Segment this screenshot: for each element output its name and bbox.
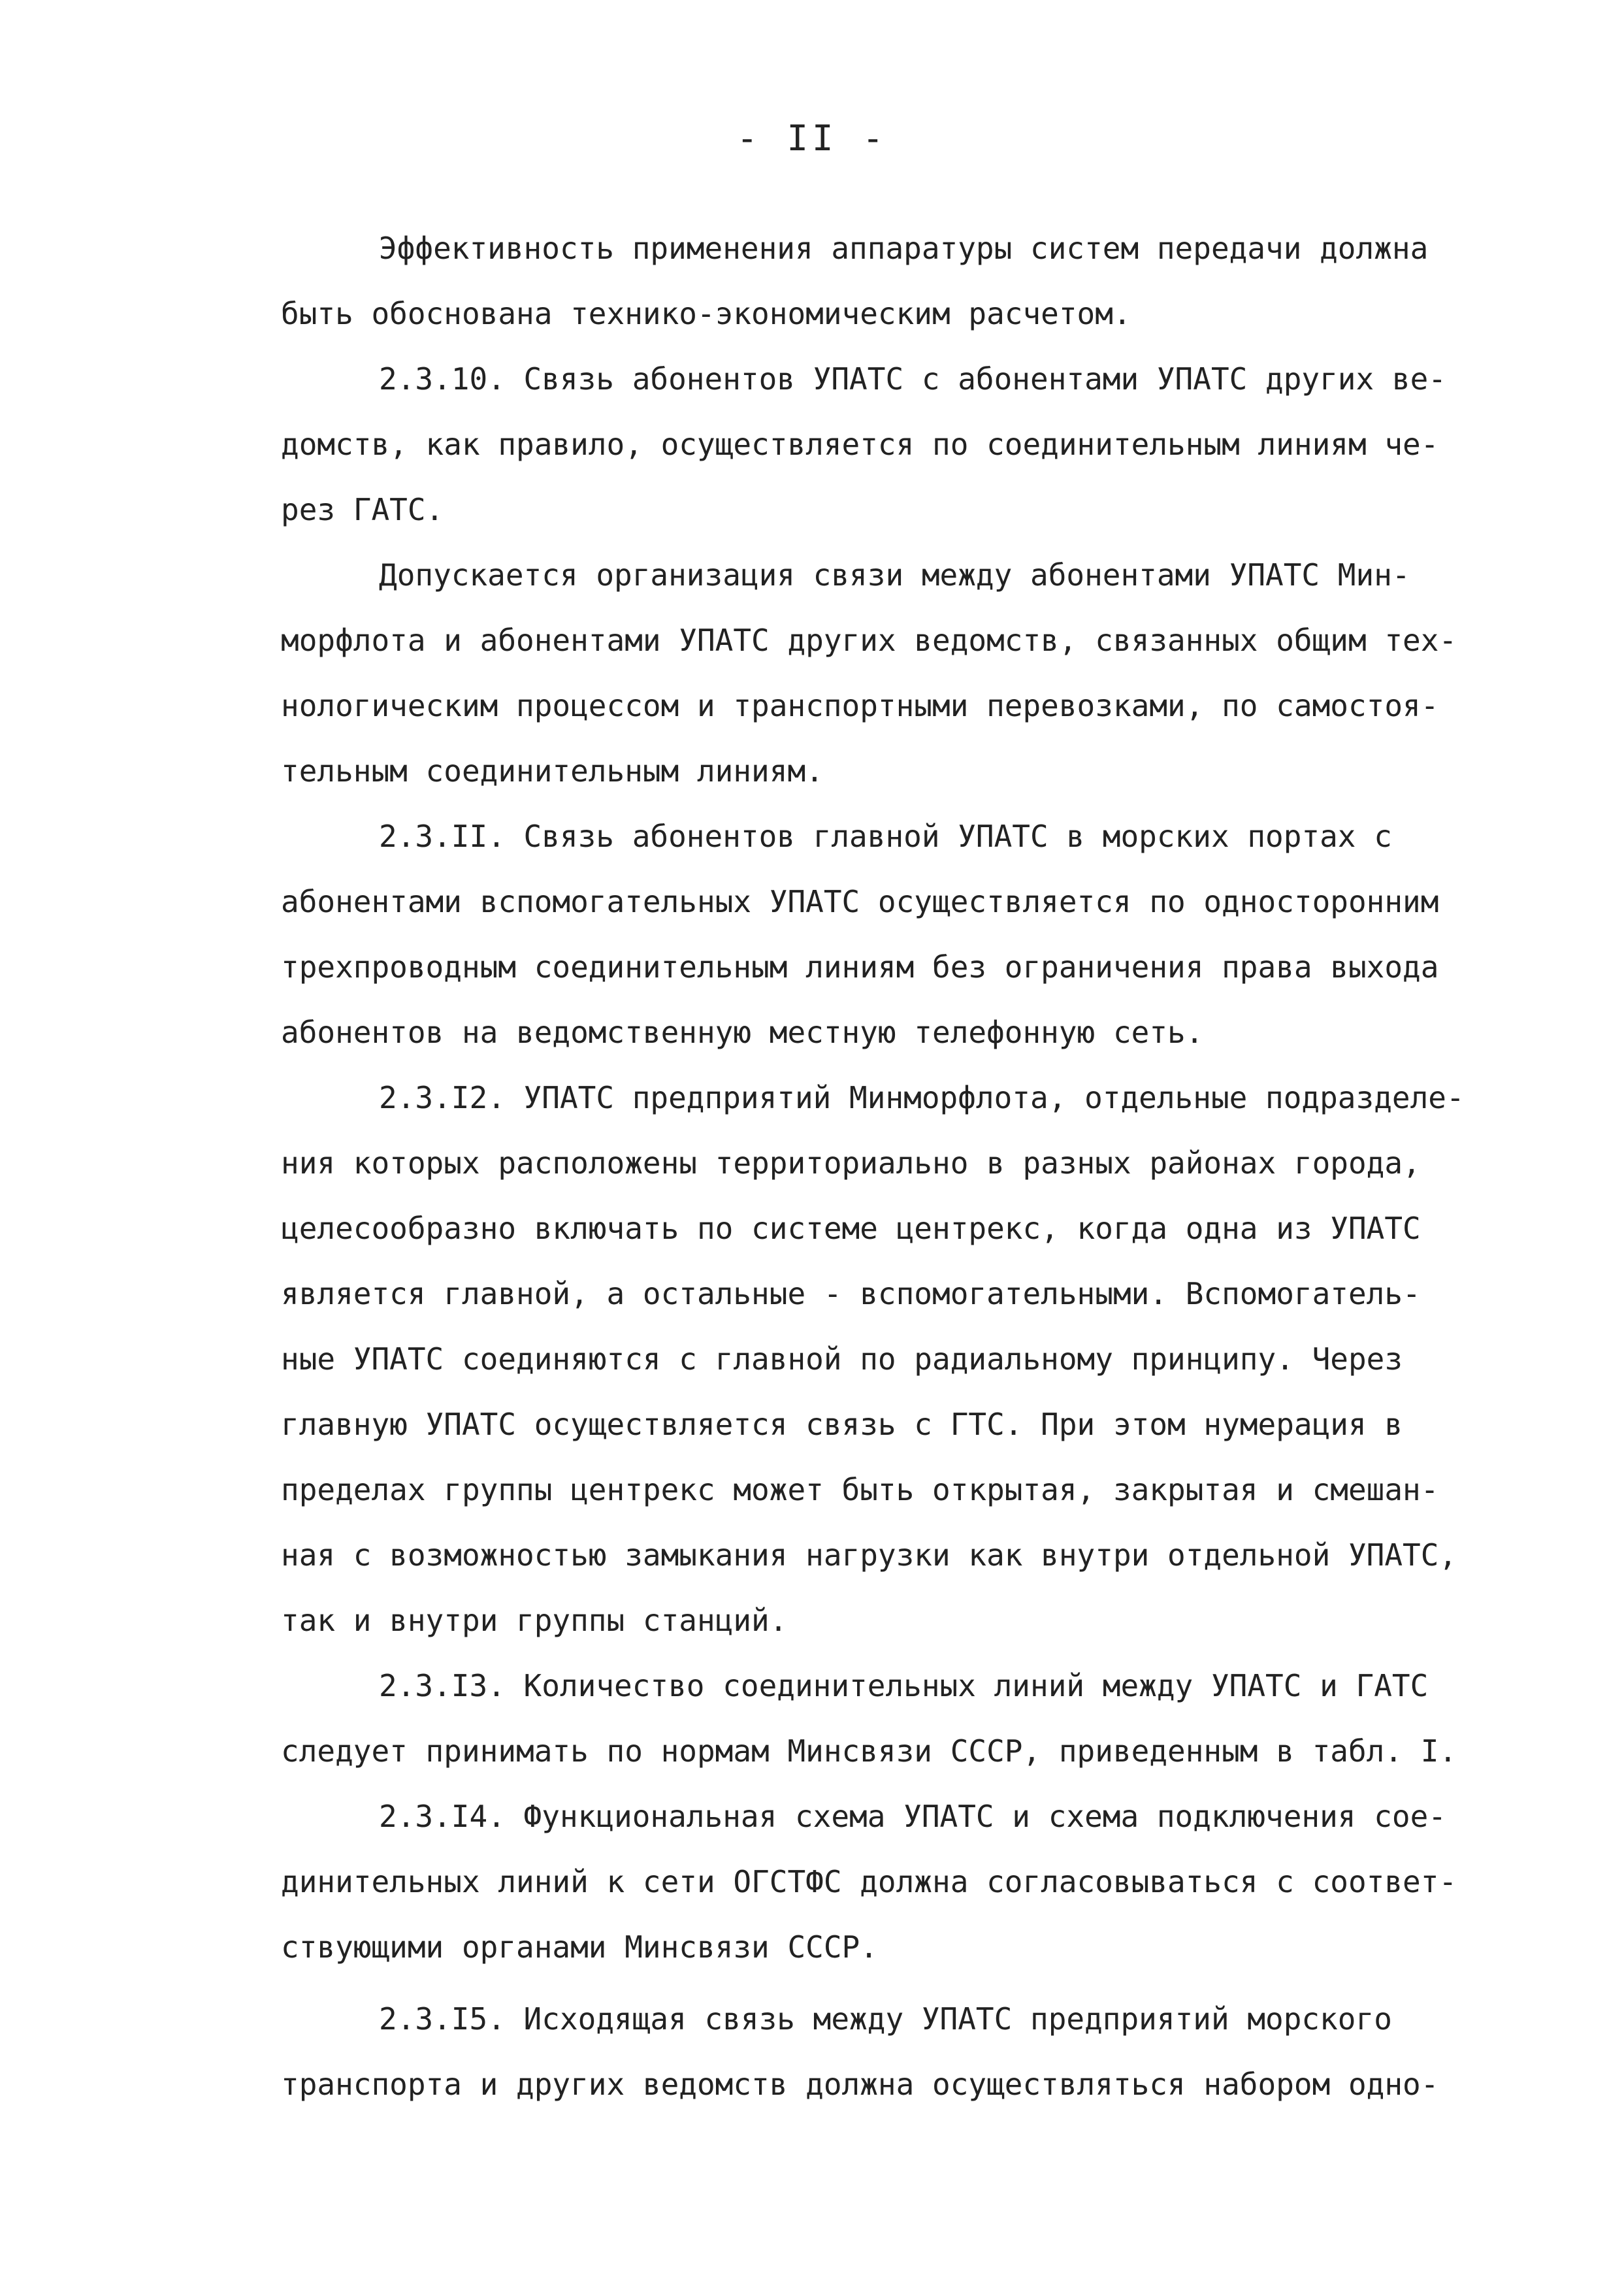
text-line: 2.3.I2. УПАТС предприятий Минморфлота, отдельные подразделе-: [379, 1080, 1465, 1115]
text-line: Эффективность применения аппаратуры систем передачи должна: [379, 231, 1429, 266]
text-line: пределах группы центрекс может быть открытая, закрытая и смешан-: [281, 1472, 1439, 1507]
text-line: нологическим процессом и транспортными перевозками, по самостоя-: [281, 688, 1439, 723]
text-line: рез ГАТС.: [281, 492, 444, 527]
text-line: морфлота и абонентами УПАТС других ведомств, связанных общим тех-: [281, 623, 1457, 658]
text-line: 2.3.I4. Функциональная схема УПАТС и схема подключения сое-: [379, 1799, 1446, 1834]
text-line: трехпроводным соединительным линиям без ограничения права выхода: [281, 949, 1439, 985]
text-line: быть обоснована технико-экономическим расчетом.: [281, 296, 1131, 331]
text-line: ные УПАТС соединяются с главной по радиальному принципу. Через: [281, 1341, 1403, 1377]
text-line: целесообразно включать по системе центрекс, когда одна из УПАТС: [281, 1211, 1421, 1246]
text-line: Допускается организация связи между абонентами УПАТС Мин-: [379, 557, 1410, 593]
text-line: следует принимать по нормам Минсвязи СССР, приведенным в табл. I.: [281, 1733, 1457, 1769]
text-line: 2.3.10. Связь абонентов УПАТС с абонентами УПАТС других ве-: [379, 361, 1446, 397]
text-line: 2.3.I3. Количество соединительных линий между УПАТС и ГАТС: [379, 1668, 1429, 1703]
text-line: главную УПАТС осуществляется связь с ГТС. При этом нумерация в: [281, 1407, 1403, 1442]
text-line: является главной, а остальные - вспомогательными. Вспомогатель-: [281, 1276, 1421, 1311]
text-line: тельным соединительным линиям.: [281, 753, 824, 789]
text-line: динительных линий к сети ОГСТФС должна согласовываться с соответ-: [281, 1864, 1457, 1899]
text-line: абонентами вспомогательных УПАТС осуществляется по односторонним: [281, 884, 1439, 919]
text-line: ствующими органами Минсвязи СССР.: [281, 1929, 878, 1965]
document-body: [281, 216, 1561, 2117]
text-line: домств, как правило, осуществляется по соединительным линиям че-: [281, 427, 1439, 462]
text-line: 2.3.II. Связь абонентов главной УПАТС в морских портах с: [379, 819, 1392, 854]
page-number: - II -: [736, 118, 888, 159]
text-line: так и внутри группы станций.: [281, 1603, 788, 1638]
text-line: ния которых расположены территориально в разных районах города,: [281, 1145, 1421, 1181]
text-line: 2.3.I5. Исходящая связь между УПАТС предприятий морского: [379, 2001, 1392, 2037]
text-line: транспорта и других ведомств должна осуществляться набором одно-: [281, 2067, 1439, 2102]
text-line: абонентов на ведомственную местную телефонную сеть.: [281, 1015, 1204, 1050]
text-line: ная с возможностью замыкания нагрузки как внутри отдельной УПАТС,: [281, 1537, 1457, 1573]
